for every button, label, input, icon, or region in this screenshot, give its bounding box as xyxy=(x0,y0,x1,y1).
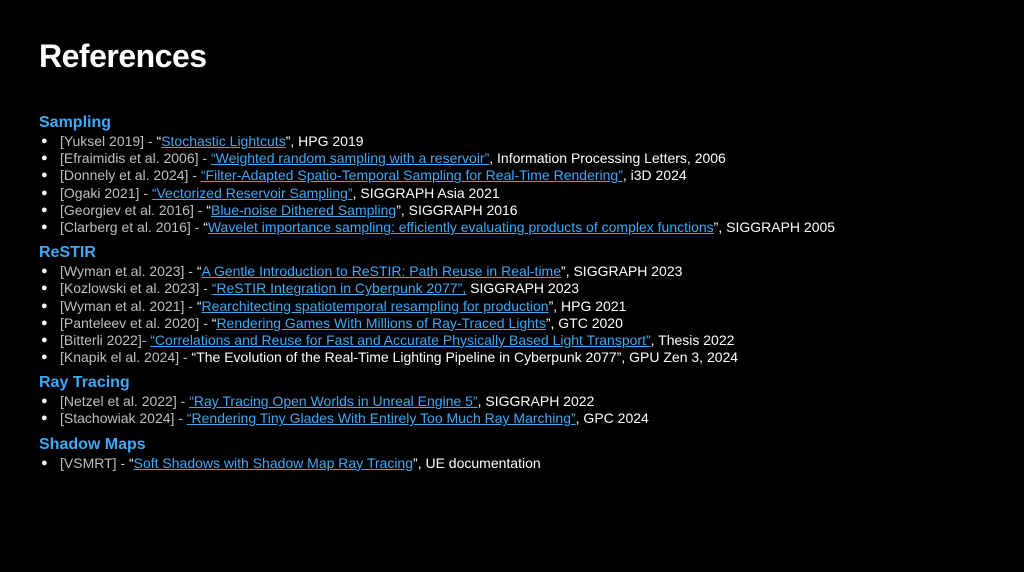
bullet-icon: ● xyxy=(41,316,48,329)
reference-item xyxy=(39,349,1009,366)
citation-key: [VSMRT] - xyxy=(60,454,129,471)
close-quote: ” xyxy=(561,263,566,280)
reference-list xyxy=(39,133,1009,236)
reference-link[interactable]: “Vectorized Reservoir Sampling” xyxy=(151,184,353,201)
citation-key: [Bitterli 2022]- xyxy=(60,331,151,348)
section-title: Sampling xyxy=(39,114,112,131)
reference-venue: , SIGGRAPH 2023 xyxy=(565,263,683,280)
bullet-icon: ● xyxy=(41,299,48,312)
references-list xyxy=(39,112,1009,478)
reference-item xyxy=(39,167,1009,184)
reference-item xyxy=(39,263,1009,280)
close-quote: ” xyxy=(396,201,401,218)
reference-venue: , SIGGRAPH Asia 2021 xyxy=(352,184,500,201)
reference-venue: , GTC 2020 xyxy=(550,314,623,331)
bullet-icon: ● xyxy=(41,152,48,165)
reference-item xyxy=(39,298,1009,315)
reference-link[interactable]: “Rendering Tiny Glades With Entirely Too Much Ray Marching” xyxy=(186,410,576,427)
citation-key: [Wyman et al. 2021] - xyxy=(60,297,197,314)
reference-venue: , HPG 2021 xyxy=(553,297,627,314)
bullet-icon: ● xyxy=(41,186,48,199)
reference-link[interactable]: “Weighted random sampling with a reservoir” xyxy=(210,150,490,167)
reference-list xyxy=(39,393,1009,427)
reference-item xyxy=(39,280,1009,297)
citation-key: [Wyman et al. 2023] - xyxy=(60,263,197,280)
reference-item xyxy=(39,150,1009,167)
page-title: References xyxy=(39,38,207,74)
reference-venue: , SIGGRAPH 2022 xyxy=(477,393,595,410)
bullet-icon: ● xyxy=(41,456,48,469)
section-title: Ray Tracing xyxy=(39,374,130,392)
section-shadow-maps xyxy=(39,434,1009,472)
reference-list xyxy=(39,263,1009,366)
citation-key: [Panteleev et al. 2020] - xyxy=(60,314,212,331)
close-quote: ” xyxy=(413,454,418,471)
reference-item xyxy=(39,393,1009,410)
bullet-icon: ● xyxy=(41,412,48,425)
section-ray-tracing xyxy=(39,372,1009,427)
section-title: Shadow Maps xyxy=(39,435,146,453)
reference-link[interactable]: “Ray Tracing Open Worlds in Unreal Engine 5” xyxy=(189,393,478,410)
citation-key: [Efraimidis et al. 2006] - xyxy=(60,150,211,167)
bullet-icon: ● xyxy=(41,135,48,147)
bullet-icon: ● xyxy=(41,282,48,295)
reference-venue: , SIGGRAPH 2016 xyxy=(400,201,518,218)
reference-venue: , i3D 2024 xyxy=(622,167,687,184)
close-quote: ” xyxy=(713,218,719,235)
open-quote: “ xyxy=(196,263,202,280)
section-restir xyxy=(39,242,1009,366)
reference-link[interactable]: Wavelet importance sampling: efficiently evaluating products of complex functions xyxy=(207,218,714,235)
reference-link[interactable]: Soft Shadows with Shadow Map Ray Tracing xyxy=(133,454,414,471)
open-quote: “ xyxy=(196,297,202,314)
close-quote: ” xyxy=(545,314,551,331)
bullet-icon: ● xyxy=(41,203,48,216)
reference-item xyxy=(39,133,1009,150)
reference-item xyxy=(39,202,1009,219)
citation-key: [Georgiev et al. 2016] - xyxy=(60,201,207,218)
reference-venue: , HPG 2019 xyxy=(290,133,364,149)
reference-venue: SIGGRAPH 2023 xyxy=(466,280,580,297)
reference-link[interactable]: “ReSTIR Integration in Cyberpunk 2077”, xyxy=(211,280,467,297)
reference-list xyxy=(39,455,1009,472)
reference-venue: “The Evolution of the Real-Time Lighting Pipeline in Cyberpunk 2077”, GPU Zen 3, 2024 xyxy=(191,349,739,366)
reference-item xyxy=(39,185,1009,202)
open-quote: “ xyxy=(211,314,217,331)
reference-link[interactable]: Rearchitecting spatiotemporal resampling for production xyxy=(201,297,549,314)
reference-item xyxy=(39,219,1009,236)
reference-venue: , SIGGRAPH 2005 xyxy=(718,218,836,235)
citation-key: [Ogaki 2021] - xyxy=(60,184,152,201)
citation-key: [Clarberg et al. 2016] - xyxy=(60,218,204,235)
close-quote: ” xyxy=(548,297,554,314)
open-quote: “ xyxy=(203,218,208,235)
citation-key: [Stachowiak 2024] - xyxy=(60,410,187,427)
close-quote: ” xyxy=(285,133,291,149)
reference-venue: , GPC 2024 xyxy=(575,410,649,427)
bullet-icon: ● xyxy=(41,265,48,278)
reference-link[interactable]: “Correlations and Reuse for Fast and Accurate Physically Based Light Transport” xyxy=(150,331,651,348)
reference-venue: , UE documentation xyxy=(417,454,541,471)
open-quote: “ xyxy=(156,133,162,149)
citation-key: [Knapik el al. 2024] - xyxy=(60,349,192,366)
citation-key: [Netzel et al. 2022] - xyxy=(60,393,190,410)
reference-link[interactable]: Rendering Games With Millions of Ray-Traced Lights xyxy=(216,314,546,331)
reference-item xyxy=(39,332,1009,349)
reference-venue: , Thesis 2022 xyxy=(650,331,735,348)
reference-item xyxy=(39,315,1009,332)
reference-link[interactable]: A Gentle Introduction to ReSTIR: Path Reuse in Real-time xyxy=(201,263,562,280)
section-title: ReSTIR xyxy=(39,244,96,262)
bullet-icon: ● xyxy=(41,333,48,346)
open-quote: “ xyxy=(128,454,134,471)
citation-key: [Donnely et al. 2024] - xyxy=(60,167,201,184)
bullet-icon: ● xyxy=(41,169,48,182)
citation-key: [Yuksel 2019] - xyxy=(60,133,157,149)
citation-key: [Kozlowski et al. 2023] - xyxy=(60,280,212,297)
bullet-icon: ● xyxy=(41,395,48,408)
reference-venue: , Information Processing Letters, 2006 xyxy=(489,150,726,167)
bullet-icon: ● xyxy=(41,351,48,364)
reference-item xyxy=(39,410,1009,427)
reference-link[interactable]: Stochastic Lightcuts xyxy=(161,133,286,149)
section-sampling xyxy=(39,112,1009,236)
bullet-icon: ● xyxy=(41,220,48,233)
reference-item xyxy=(39,455,1009,472)
reference-link[interactable]: “Filter-Adapted Spatio-Temporal Sampling for Real-Time Rendering” xyxy=(200,167,623,184)
open-quote: “ xyxy=(206,201,211,218)
reference-link[interactable]: Blue-noise Dithered Sampling xyxy=(210,201,397,218)
